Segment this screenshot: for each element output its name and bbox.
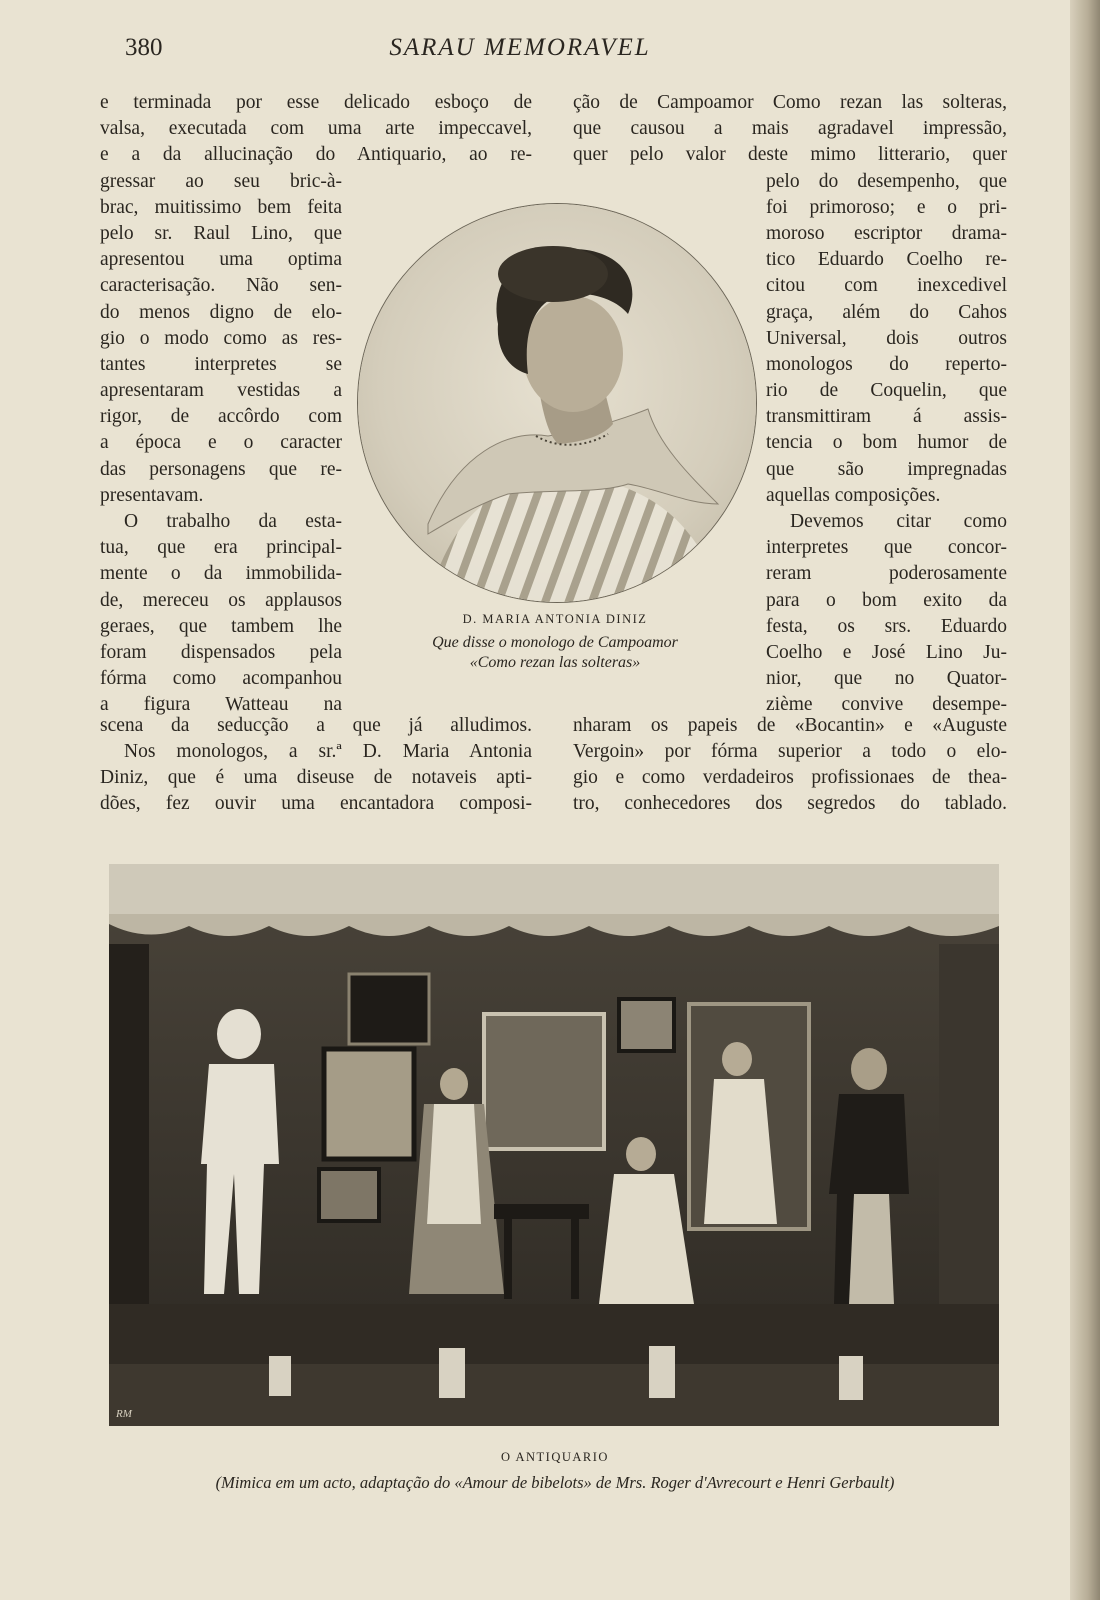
portrait-caption-line: Que disse o monologo de Campoamor [432, 634, 678, 651]
right-column-bottom [573, 713, 1007, 818]
page-header [0, 34, 1100, 74]
text-line: do menos digno de elo- [100, 301, 342, 323]
photo-signature: RM [116, 1408, 132, 1420]
text-line: interpretes que concor- [766, 537, 1007, 559]
text-line: das personagens que re- [100, 458, 342, 480]
left-column-bottom [100, 713, 532, 818]
page-number: 380 [125, 34, 163, 61]
left-column-top [100, 90, 532, 169]
text-line: nharam os papeis de «Bocantin» e «Auguste [573, 714, 1007, 736]
text-line: tantes interpretes se [100, 353, 342, 375]
right-column-top [573, 90, 1007, 169]
text-line: dões, fez ouvir uma encantadora composi- [100, 793, 532, 815]
text-line: transmittiram á assis- [766, 406, 1007, 428]
text-line: foi primoroso; e o pri- [766, 196, 1007, 218]
text-line: scena da seducção a que já alludimos. [100, 714, 532, 736]
figure-caption-subtitle: (Mimica em um acto, adaptação do «Amour de bibelots» de Mrs. Roger d'Avrecourt e Henri Gerbault) [215, 1473, 895, 1492]
text-line: geraes, que tambem lhe [100, 615, 342, 637]
text-line: brac, muitissimo bem feita [100, 196, 342, 218]
left-column-narrow [100, 169, 342, 719]
right-column-narrow [766, 169, 1007, 719]
text-line: tro, conhecedores dos segredos do tablado. [573, 793, 1007, 815]
text-line: Coelho e José Lino Ju- [766, 641, 1007, 663]
text-line: fórma como acompanhou [100, 668, 342, 690]
stage-scene-illustration [109, 864, 999, 1426]
text-line: e terminada por esse delicado esboço de [100, 92, 532, 113]
page-edge [1070, 0, 1100, 1600]
figure-caption [90, 1450, 1020, 1493]
text-line: citou com inexcedivel [766, 275, 1007, 297]
text-line: para o bom exito da [766, 589, 1007, 611]
text-line: gressar ao seu bric-à- [100, 170, 342, 192]
text-line: apresentaram vestidas a [100, 380, 342, 402]
text-line: Vergoin» por fórma superior a todo o elo- [573, 740, 1007, 762]
text-line: Universal, dois outros [766, 327, 1007, 349]
text-line: quer pelo valor deste mimo litterario, quer [573, 144, 1007, 166]
figure-caption-title: O ANTIQUARIO [501, 1450, 609, 1464]
portrait-illustration [358, 204, 756, 602]
text-line: gio o modo como as res- [100, 327, 342, 349]
text-line: graça, além do Cahos [766, 301, 1007, 323]
text-line: pelo sr. Raul Lino, que [100, 222, 342, 244]
text-line: moroso escriptor drama- [766, 222, 1007, 244]
text-line: que causou a mais agradavel impressão, [573, 118, 1007, 140]
text-line: rigor, de accôrdo com [100, 406, 342, 428]
text-line: mente o da immobilida- [100, 563, 342, 585]
text-line: Devemos citar como [790, 511, 1007, 533]
text-line: foram dispensados pela [100, 641, 342, 663]
portrait-caption-line: «Como rezan las solteras» [469, 654, 641, 671]
text-line: festa, os srs. Eduardo [766, 615, 1007, 637]
portrait-photo [358, 204, 756, 602]
text-line: Nos monologos, a sr.ª D. Maria Antonia [124, 740, 532, 762]
text-line: tencia o bom humor de [766, 432, 1007, 454]
text-line: Diniz, que é uma diseuse de notaveis apti- [100, 767, 532, 789]
text-line: tico Eduardo Coelho re- [766, 249, 1007, 271]
text-line: tua, que era principal- [100, 537, 342, 559]
running-title: SARAU MEMORAVEL [389, 34, 651, 61]
text-line: rio de Coquelin, que [766, 380, 1007, 402]
text-line: presentavam. [100, 484, 204, 506]
text-line: pelo do desempenho, que [766, 170, 1007, 192]
text-line: que são impregnadas [766, 458, 1007, 480]
text-line: a figura Watteau na [100, 694, 342, 716]
text-line: monologos do reperto- [766, 353, 1007, 375]
stage-photo [109, 864, 999, 1426]
text-line: nior, que no Quator- [766, 668, 1007, 690]
text-line: zième convive desempe- [766, 694, 1007, 716]
text-line: aquellas composições. [766, 484, 941, 506]
text-line: reram poderosamente [766, 563, 1007, 585]
portrait-caption [360, 612, 750, 673]
text-line: O trabalho da esta- [124, 511, 342, 533]
text-line: gio e como verdadeiros profissionaes de thea- [573, 767, 1007, 789]
text-line: apresentou uma optima [100, 249, 342, 271]
text-line: e a da allucinação do Antiquario, ao re- [100, 144, 532, 166]
portrait-caption-name: D. MARIA ANTONIA DINIZ [462, 612, 648, 626]
text-line: ção de Campoamor Como rezan las solteras, [573, 92, 1007, 113]
text-line: de, mereceu os applausos [100, 589, 342, 611]
text-line: valsa, executada com uma arte impeccavel, [100, 118, 532, 140]
text-line: caracterisação. Não sen- [100, 275, 342, 297]
text-line: a época e o caracter [100, 432, 342, 454]
